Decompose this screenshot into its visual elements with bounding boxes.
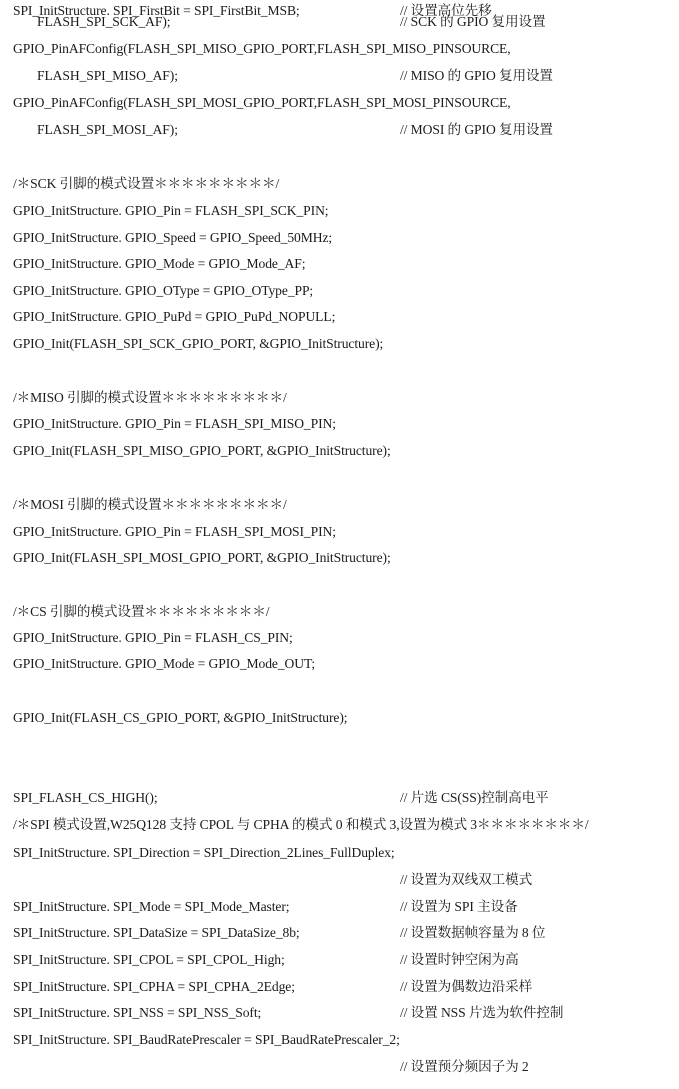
code-text: GPIO_InitStructure. GPIO_Pin = FLASH_SPI_MISO_PIN; — [13, 416, 336, 431]
code-text: SPI_InitStructure. SPI_Direction = SPI_Direction_2Lines_FullDuplex; — [13, 845, 395, 860]
code-text: GPIO_InitStructure. GPIO_OType = GPIO_OType_PP; — [13, 283, 314, 298]
code-text: GPIO_InitStructure. GPIO_Pin = FLASH_CS_PIN; — [13, 630, 293, 645]
code-text: /＊MISO 引脚的模式设置＊＊＊＊＊＊＊＊＊/ — [13, 390, 287, 405]
code-comment: // MOSI 的 GPIO 复用设置 — [400, 122, 553, 137]
code-text: SPI_InitStructure. SPI_NSS = SPI_NSS_Soft; — [13, 1005, 262, 1020]
code-text: GPIO_InitStructure. GPIO_Pin = FLASH_SPI_MOSI_PIN; — [13, 524, 336, 539]
code-text: SPI_InitStructure. SPI_CPHA = SPI_CPHA_2Edge; — [13, 979, 295, 994]
code-text: GPIO_InitStructure. GPIO_Mode = GPIO_Mode_OUT; — [13, 656, 316, 671]
code-text: GPIO_InitStructure. GPIO_PuPd = GPIO_PuPd_NOPULL; — [13, 309, 336, 324]
code-comment: // 设置数据帧容量为 8 位 — [400, 925, 546, 940]
code-text: /＊SPI 模式设置,W25Q128 支持 CPOL 与 CPHA 的模式 0 和模式 3,设置为模式 3＊＊＊＊＊＊＊＊/ — [13, 817, 589, 832]
code-text: FLASH_SPI_MISO_AF); — [37, 68, 178, 83]
code-text: GPIO_PinAFConfig(FLASH_SPI_MOSI_GPIO_PORT,FLASH_SPI_MOSI_PINSOURCE, — [13, 95, 511, 110]
code-comment: // MISO 的 GPIO 复用设置 — [400, 68, 553, 83]
code-text: GPIO_PinAFConfig(FLASH_SPI_MISO_GPIO_PORT,FLASH_SPI_MISO_PINSOURCE, — [13, 41, 511, 56]
code-text: /＊SCK 引脚的模式设置＊＊＊＊＊＊＊＊＊/ — [13, 176, 280, 191]
code-text: GPIO_Init(FLASH_SPI_SCK_GPIO_PORT, &GPIO_InitStructure); — [13, 336, 384, 351]
code-text: SPI_InitStructure. SPI_DataSize = SPI_DataSize_8b; — [13, 925, 300, 940]
code-text: FLASH_SPI_SCK_AF); — [37, 14, 171, 29]
code-comment: // 设置预分频因子为 2 — [400, 1059, 529, 1074]
code-text: /＊CS 引脚的模式设置＊＊＊＊＊＊＊＊＊/ — [13, 604, 270, 619]
code-text: SPI_InitStructure. SPI_CPOL = SPI_CPOL_High; — [13, 952, 285, 967]
code-text: GPIO_Init(FLASH_SPI_MOSI_GPIO_PORT, &GPIO_InitStructure); — [13, 550, 391, 565]
code-text: FLASH_SPI_MOSI_AF); — [37, 122, 178, 137]
code-comment: // 设置时钟空闲为高 — [400, 952, 519, 967]
code-text: GPIO_InitStructure. GPIO_Speed = GPIO_Speed_50MHz; — [13, 230, 333, 245]
code-text: SPI_InitStructure. SPI_FirstBit = SPI_FirstBit_MSB; — [13, 3, 300, 18]
code-comment: // 片选 CS(SS)控制高电平 — [400, 790, 549, 805]
code-text: GPIO_Init(FLASH_SPI_MISO_GPIO_PORT, &GPIO_InitStructure); — [13, 443, 391, 458]
code-comment: // 设置为偶数边沿采样 — [400, 979, 533, 994]
code-text: SPI_FLASH_CS_HIGH(); — [13, 790, 158, 805]
code-comment: // 设置为双线双工模式 — [400, 872, 533, 887]
code-comment: // 设置为 SPI 主设备 — [400, 899, 518, 914]
code-comment: // 设置 NSS 片选为软件控制 — [400, 1005, 564, 1020]
code-comment: // 设置高位先移 — [400, 3, 492, 18]
code-text: SPI_InitStructure. SPI_BaudRatePrescaler = SPI_BaudRatePrescaler_2; — [13, 1032, 400, 1047]
code-text: GPIO_Init(FLASH_CS_GPIO_PORT, &GPIO_InitStructure); — [13, 710, 348, 725]
code-text: GPIO_InitStructure. GPIO_Pin = FLASH_SPI_SCK_PIN; — [13, 203, 329, 218]
code-text: /＊MOSI 引脚的模式设置＊＊＊＊＊＊＊＊＊/ — [13, 497, 287, 512]
code-comment: // SCK 的 GPIO 复用设置 — [400, 14, 546, 29]
code-text: SPI_InitStructure. SPI_Mode = SPI_Mode_Master; — [13, 899, 290, 914]
code-text: GPIO_InitStructure. GPIO_Mode = GPIO_Mode_AF; — [13, 256, 306, 271]
